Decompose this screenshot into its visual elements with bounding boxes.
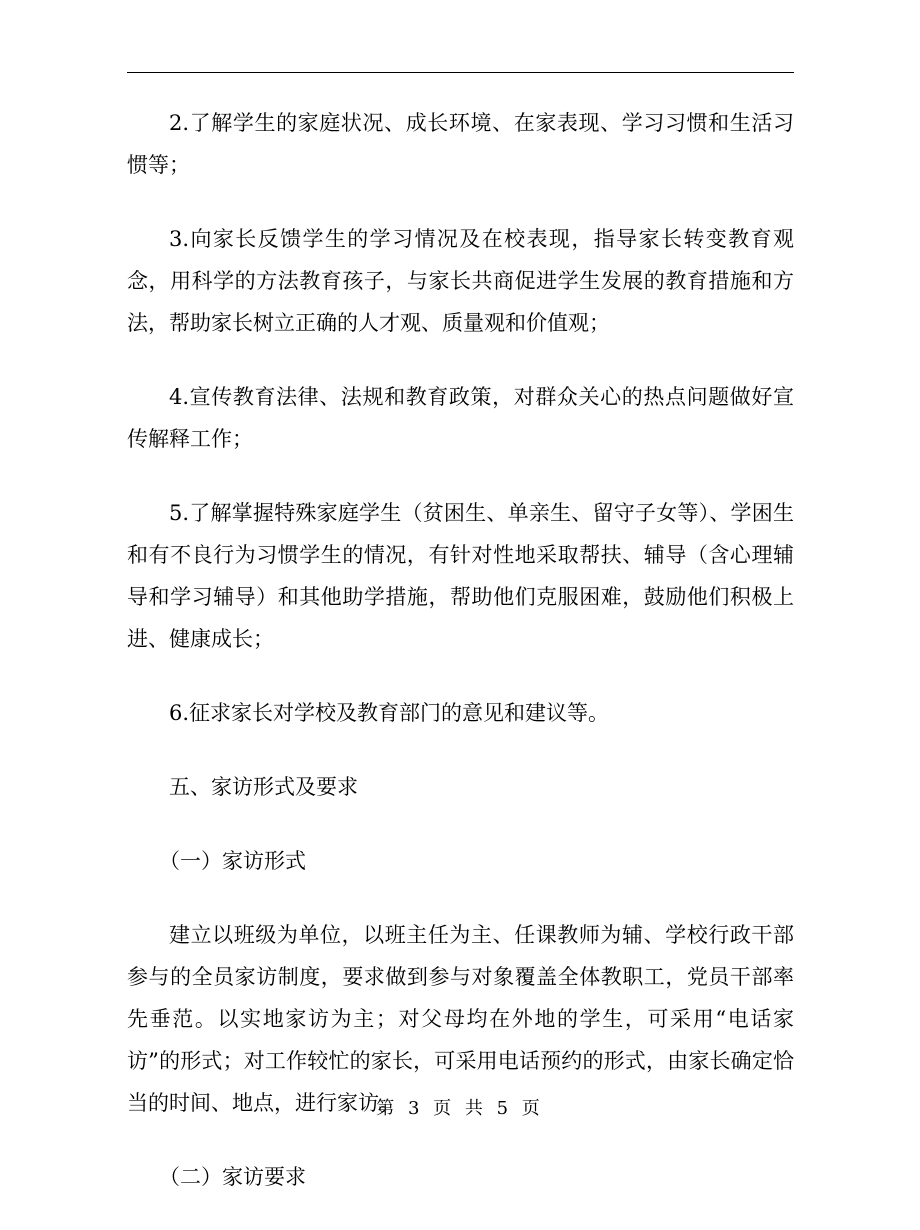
paragraph-item-6: 6.征求家长对学校及教育部门的意见和建议等。 xyxy=(169,701,610,725)
document-body xyxy=(127,102,794,1230)
paragraph-visit-form: 建立以班级为单位，以班主任为主、任课教师为辅、学校行政干部参与的全员家访制度，要求做到参与对象覆盖全体教职工，党员干部率先垂范。以实地家访为主；对父母均在外地的学生，可采用“电话家访”的形式；对工作较忙的家长，可采用电话预约的形式，由家长确定恰当的时间、地点，进行家访。 xyxy=(127,923,794,1115)
paragraph-item-4: 4.宣传教育法律、法规和教育政策，对群众关心的热点问题做好宣传解释工作； xyxy=(127,385,794,451)
paragraph-item-3: 3.向家长反馈学生的学习情况及在校表现，指导家长转变教育观念，用科学的方法教育孩子，与家长共商促进学生发展的教育措施和方法，帮助家长树立正确的人才观、质量观和价值观； xyxy=(127,227,794,335)
paragraph-item-5: 5.了解掌握特殊家庭学生（贫困生、单亲生、留守子女等）、学困生和有不良行为习惯学生的情况，有针对性地采取帮扶、辅导（含心理辅导和学习辅导）和其他助学措施，帮助他们克服困难，鼓励他们积极上进、健康成长； xyxy=(127,501,794,651)
section-heading-5: 五、家访形式及要求 xyxy=(169,775,358,799)
subsection-heading-requirements: （二）家访要求 xyxy=(159,1165,306,1189)
subsection-heading-form: （一）家访形式 xyxy=(159,849,306,873)
header-rule xyxy=(127,72,794,73)
paragraph-item-2: 2.了解学生的家庭状况、成长环境、在家表现、学习习惯和生活习惯等； xyxy=(127,111,794,177)
page-number: 第 3 页 共 5 页 xyxy=(376,1098,544,1119)
